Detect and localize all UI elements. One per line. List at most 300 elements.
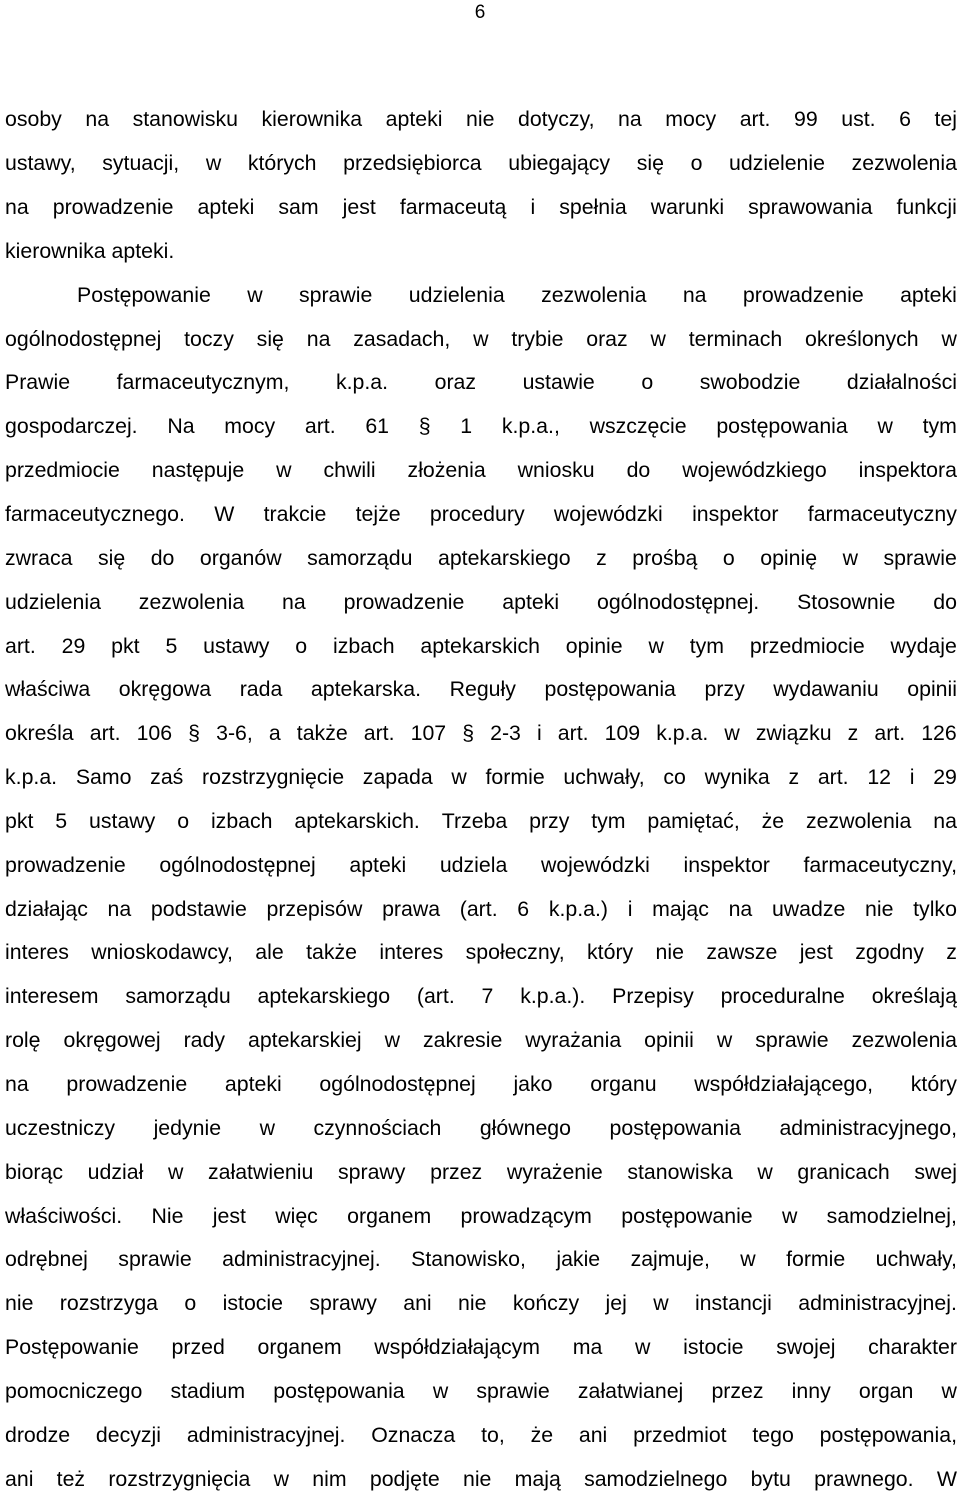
word: których [247,151,317,176]
word: jako [513,1071,553,1096]
word: Oznacza [371,1422,456,1447]
word: wojewódzkiego [682,458,827,483]
word: prawnego. [814,1466,914,1491]
word: pkt [111,633,140,658]
text-line [5,1282,957,1326]
word: się [256,326,284,351]
text-line: kierownika apteki. [5,238,175,263]
word: zasadach, [353,326,451,351]
word: wydaje [890,633,957,658]
word: instancji [694,1291,772,1316]
word: o [641,370,654,395]
word: organów [199,545,282,570]
word: Stosownie [797,589,896,614]
word: więc [275,1203,318,1228]
text-line [5,800,957,844]
word: aptekarskich [420,633,540,658]
word: ogólnodostępnej [5,326,162,351]
word: ale [255,940,284,965]
word: na [5,1071,29,1096]
word: też [56,1466,86,1491]
word: samorządu [125,984,231,1009]
word: nie [865,896,894,921]
word: 5 [165,633,178,658]
word: a [268,721,281,746]
word: czynnościach [313,1115,442,1140]
word: do [933,589,957,614]
word: sytuacji, [102,151,180,176]
word: sprawowania [748,195,873,220]
word: w [635,1335,651,1360]
word: ani [403,1291,432,1316]
word: Nie [151,1203,184,1228]
word: Stanowisko, [411,1247,526,1272]
word: na [682,282,707,307]
word: podjęte [369,1466,440,1491]
word: tejże [355,502,401,527]
word: aptekarskiego [257,984,391,1009]
word: nie [458,1291,487,1316]
word: o [722,545,735,570]
word: na [107,896,132,921]
word: sprawie [476,1378,550,1403]
word: zaś [150,765,184,790]
word: o [177,808,190,833]
word: farmaceutą [399,195,507,220]
text-line [5,1413,957,1457]
word: 61 [365,414,390,439]
word: w [648,633,664,658]
word: formie [485,765,545,790]
word: tego [752,1422,794,1447]
word: do [150,545,175,570]
word: i [530,195,536,220]
word: izbach [210,808,273,833]
word: prowadzenie [5,852,126,877]
word: uczestniczy [5,1115,116,1140]
text-line [5,756,957,800]
word: w [941,326,957,351]
word: nie [655,940,684,965]
word: sprawy [338,1159,406,1184]
word: 5 [55,808,68,833]
word: aptekarska. [310,677,422,702]
word: związku [755,721,832,746]
word: także [306,940,357,965]
word: tym [689,633,725,658]
text-line [5,712,957,756]
word: na [85,107,110,132]
word: uchwały, [563,765,645,790]
word: administracyjnej. [186,1422,346,1447]
text-line [5,668,957,712]
word: zajmuje, [630,1247,710,1272]
text-line [5,1194,957,1238]
word: odrębnej [5,1247,88,1272]
word: załatwieniu [207,1159,314,1184]
word: oraz [434,370,477,395]
word: na [282,589,306,614]
word: ustawy [89,808,156,833]
word: rolę [5,1028,41,1053]
word: ustawie [522,370,595,395]
word: k.p.a.). [520,984,586,1009]
word: jej [605,1291,627,1316]
word: art. [89,721,121,746]
word: udzielenia [5,589,101,614]
word: wyrażania [525,1028,622,1053]
word: sprawie [883,545,957,570]
word: który [910,1071,957,1096]
word: toczy [184,326,234,351]
word: farmaceutyczny [807,502,957,527]
word: udzielenie [729,151,825,176]
word: o [295,633,308,658]
word: i [536,721,542,746]
word: na [306,326,331,351]
word: w [432,1378,449,1403]
word: art. [874,721,906,746]
word: farmaceutycznym, [116,370,290,395]
word: sprawy [309,1291,377,1316]
word: 1 [460,414,473,439]
word: Samo [75,765,132,790]
word: proceduralne [720,984,845,1009]
word: izbach [332,633,395,658]
word: w [384,1028,400,1053]
word: przy [704,677,745,702]
word: załatwianej [577,1378,684,1403]
word: chwili [323,458,376,483]
word: nim [312,1466,347,1491]
word: uwadze [771,896,846,921]
word: mając [652,896,709,921]
word: udział [87,1159,144,1184]
text-line [5,975,957,1019]
word: Trzeba [441,808,508,833]
word: z [596,545,607,570]
word: rada [239,677,283,702]
word: charakter [868,1335,957,1360]
word: osoby [5,107,62,132]
paragraph-sign: § [418,414,431,439]
word: zezwolenia [806,808,912,833]
word: stanowiska [627,1159,733,1184]
word: określa [5,721,74,746]
word: w [247,282,263,307]
word: zezwolenia [138,589,245,614]
word: bytu [750,1466,791,1491]
word: samodzielnej, [826,1203,957,1228]
word: istocie [683,1335,744,1360]
word: prowadzenie [66,1071,188,1096]
text-line [5,887,957,931]
word: 7 [481,984,494,1009]
word: jedynie [153,1115,222,1140]
word: art. [739,107,771,132]
word: gospodarczej. [5,414,138,439]
text-line [5,98,957,142]
word: interesem [5,984,99,1009]
word: ustawy [203,633,270,658]
text-line [5,580,957,624]
word: stanowisku [132,107,238,132]
word: przez [430,1159,483,1184]
word: w [205,151,222,176]
word: organem [347,1203,432,1228]
word: mocy [665,107,717,132]
word: biorąc [5,1159,64,1184]
word: administracyjnego, [779,1115,957,1140]
word: przedmiot [633,1422,727,1447]
word: administracyjnej. [798,1291,957,1316]
word: inspektor [683,852,770,877]
word: ani [578,1422,608,1447]
word: swojej [776,1335,836,1360]
page-number: 6 [474,2,486,23]
paragraph-sign: § [188,721,201,746]
word: nie [462,1466,492,1491]
word: udzielenia [408,282,505,307]
word: w [473,326,489,351]
word: w [757,1159,773,1184]
word: prowadzącym [460,1203,592,1228]
word: prośbą [632,545,698,570]
text-line [5,361,957,405]
paragraph-sign: § [462,721,475,746]
text-line [5,1150,957,1194]
word: określają [871,984,957,1009]
word: wnioskodawcy, [91,940,233,965]
word: aptekarskich. [294,808,420,833]
word: administracyjnej. [222,1247,381,1272]
word: 12 [867,765,892,790]
word: przedmiocie [5,458,120,483]
text-line [5,1457,957,1501]
word: tej [934,107,957,132]
word: dotyczy, [517,107,595,132]
word: art. [363,721,395,746]
word: przedmiocie [749,633,865,658]
word: 109 [604,721,641,746]
text-line [5,843,957,887]
word: współdziałającym [374,1335,541,1360]
word: podstawie [150,896,247,921]
word: k.p.a. [656,721,709,746]
word: się [636,151,664,176]
word: W [936,1466,957,1491]
word: z [847,721,859,746]
word: sprawie [755,1028,829,1053]
word: pomocniczego [5,1378,143,1403]
word: przez [711,1378,764,1403]
word: prowadzenie [52,195,174,220]
word: jest [799,940,833,965]
word: k.p.a. [5,765,58,790]
word: okręgowej [63,1028,161,1053]
word: w [740,1247,756,1272]
word: uchwały, [875,1247,957,1272]
word: sprawie [298,282,373,307]
word: zawsze [706,940,778,965]
word: apteki [224,1071,282,1096]
word: że [530,1422,554,1447]
word: na [618,107,642,132]
text-line [5,405,957,449]
word: opinię [760,545,818,570]
word: co [663,765,686,790]
text-line [5,493,957,537]
word: 2-3 [490,721,521,746]
word: Postępowanie [5,1335,139,1360]
text-line [5,317,957,361]
word: mają [514,1466,561,1491]
word: procedury [429,502,525,527]
word: 106 [136,721,173,746]
word: zgodny [855,940,924,965]
word: opinii [644,1028,694,1053]
text-line [5,142,957,186]
word: 99 [794,107,818,132]
word: ogólnodostępnej [159,852,316,877]
word: w [781,1203,798,1228]
word: pkt [5,808,34,833]
word: 6 [899,107,911,132]
word: ogólnodostępnej. [596,589,760,614]
word: społeczny, [465,940,565,965]
word: k.p.a. [335,370,389,395]
word: z [788,765,800,790]
word: decyzji [95,1422,162,1447]
text-line [5,449,957,493]
word: tym [591,808,626,833]
word: Prawie [5,370,71,395]
word: sprawie [118,1247,192,1272]
word: wniosku [517,458,595,483]
word: interes [5,940,69,965]
word: rady [183,1028,225,1053]
word: w [451,765,467,790]
word: udziela [439,852,508,877]
word: w [167,1159,184,1184]
word: ma [572,1335,603,1360]
word: art. [817,765,849,790]
word: na [5,195,29,220]
word: nie [466,107,495,132]
word: art. [304,414,336,439]
word: swobodzie [699,370,801,395]
word: z [946,940,957,965]
word: jest [342,195,376,220]
word: W [214,502,235,527]
word: trybie [511,326,564,351]
text-line [5,1063,957,1107]
word: także [296,721,348,746]
word: (art. [459,896,498,921]
word: współdziałającego, [694,1071,874,1096]
word: oraz [586,326,628,351]
word: wydawaniu [773,677,879,702]
word: Przepisy [612,984,694,1009]
word: przed [171,1335,225,1360]
word: wynika [704,765,770,790]
word: nie [5,1291,34,1316]
word: przy [529,808,570,833]
word: działalności [846,370,957,395]
word: opinii [907,677,957,702]
word: 107 [410,721,447,746]
word: zezwolenia [851,1028,957,1053]
text-line [5,1238,957,1282]
text-line [5,1369,957,1413]
word: Na [167,414,195,439]
word: Reguły [449,677,516,702]
word: prowadzenie [742,282,864,307]
word: k.p.a.) [548,896,609,921]
word: trakcie [263,502,327,527]
word: prawa [382,896,441,921]
word: ubiegający [508,151,611,176]
word: apteki [385,107,443,132]
word: właściwa [5,677,91,702]
word: postępowania [716,414,848,439]
word: zapada [362,765,433,790]
word: który [587,940,634,965]
word: wojewódzki [553,502,663,527]
word: rozstrzygnięcie [202,765,345,790]
word: mocy [224,414,276,439]
word: przedsiębiorca [343,151,482,176]
word: art. [5,633,36,658]
word: spełnia [559,195,627,220]
word: drodze [5,1422,71,1447]
word: organu [590,1071,657,1096]
word: samodzielnego [584,1466,728,1491]
word: zwraca [5,545,73,570]
word: farmaceutycznego. [5,502,185,527]
word: postępowania [544,677,676,702]
word: wszczęcie [589,414,687,439]
word: apteki [502,589,560,614]
word: jest [212,1203,246,1228]
text-line [5,624,957,668]
word: tylko [913,896,957,921]
word: o [690,151,703,176]
word: 3-6, [216,721,253,746]
word: ani [5,1466,34,1491]
word: jakie [556,1247,601,1272]
word: apteki [349,852,407,877]
word: inspektora [858,458,957,483]
word: działając [5,896,88,921]
word: art. [557,721,589,746]
text-line [5,273,957,317]
word: Postępowanie [77,282,211,307]
word: prowadzenie [343,589,465,614]
word: funkcji [896,195,957,220]
word: okręgowa [118,677,212,702]
word: określonych [805,326,919,351]
word: ustawy, [5,151,76,176]
document-body [5,98,957,1501]
word: następuje [151,458,245,483]
text-line [5,1106,957,1150]
word: o [184,1291,197,1316]
word: złożenia [407,458,486,483]
word: postępowania [273,1378,405,1403]
word: w [650,326,666,351]
word: i [909,765,915,790]
